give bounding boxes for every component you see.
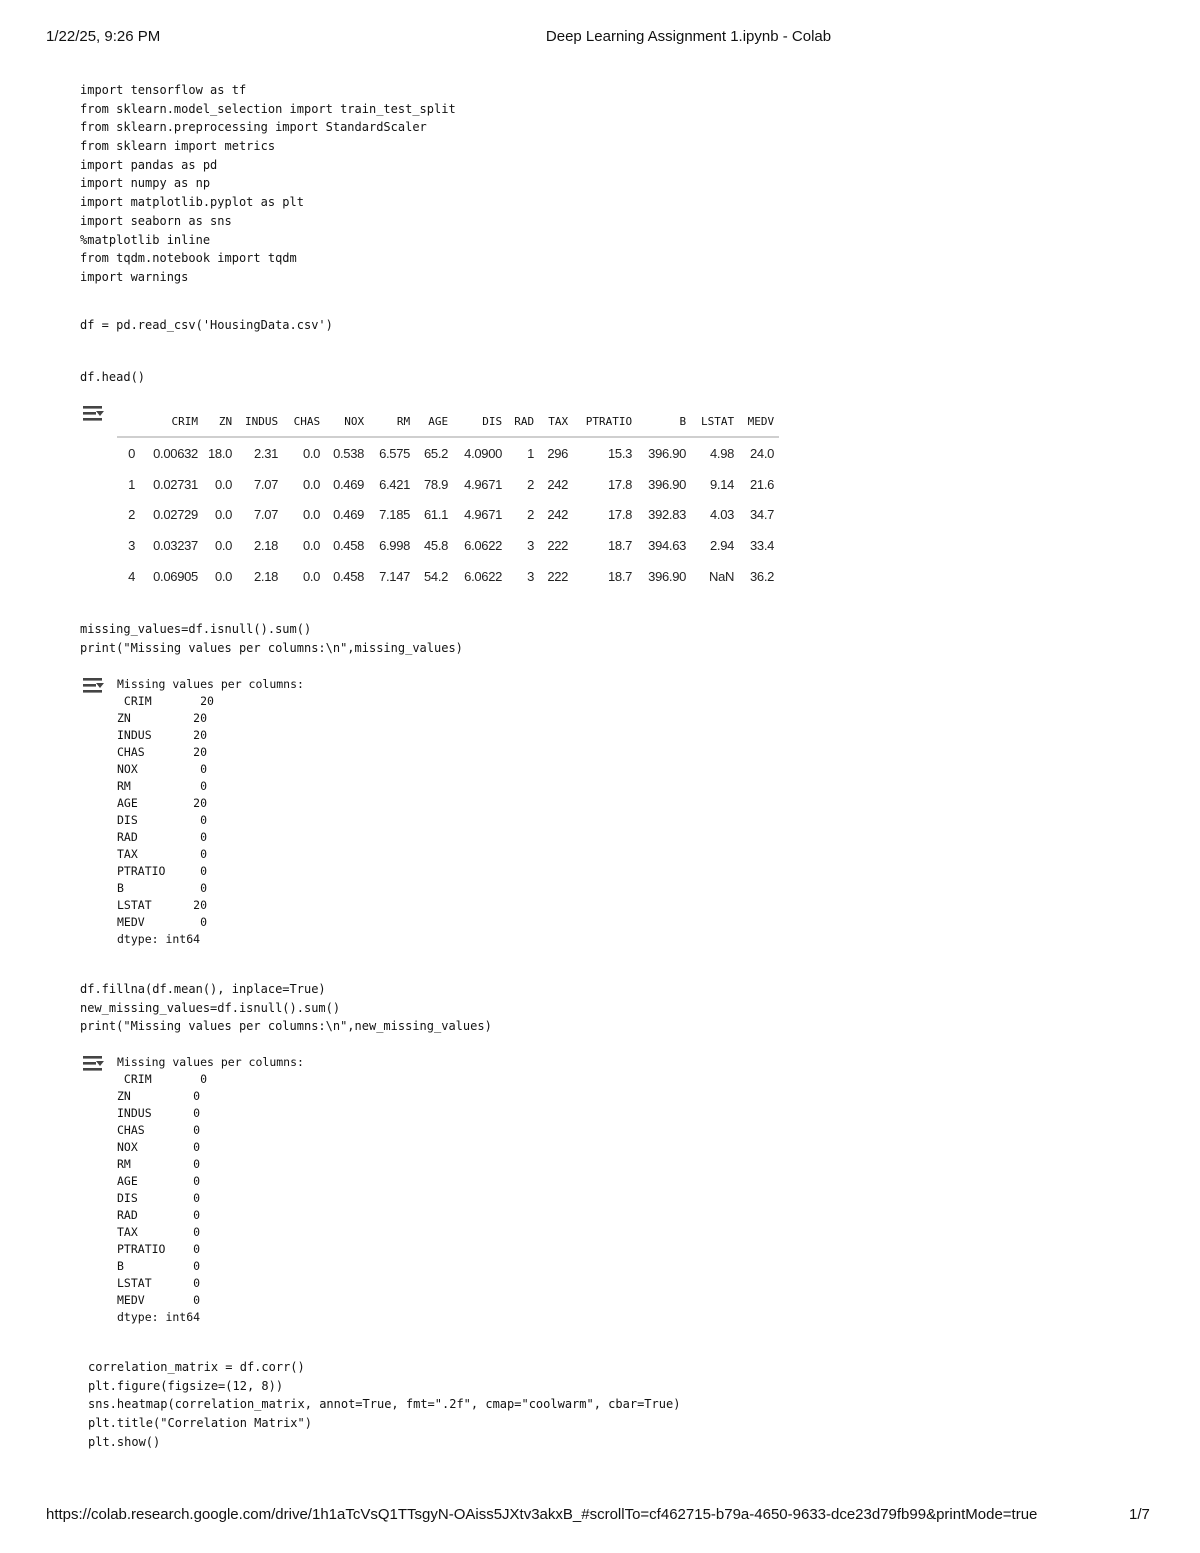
table-cell: 24.0 (750, 445, 775, 461)
code-line: df.head() (80, 370, 146, 384)
table-cell: 4.98 (710, 445, 735, 461)
table-cell: 222 (547, 537, 569, 553)
table-cell: 0.03237 (153, 537, 198, 553)
table-cell: 18.7 (608, 568, 633, 584)
code-line: df = pd.read_csv('HousingData.csv') (80, 318, 333, 332)
table-cell: 0.0 (302, 537, 321, 553)
column-header: B (637, 408, 691, 437)
table-cell: 396.90 (648, 476, 687, 492)
row-index: 2 (128, 507, 135, 523)
column-header: MEDV (739, 408, 779, 437)
code-line: import matplotlib.pyplot as plt (80, 195, 304, 210)
code-cell-imports[interactable] (80, 81, 456, 287)
output-line: RM 0 (117, 779, 208, 793)
output-line: CHAS 0 (117, 1123, 201, 1137)
output-line: AGE 0 (117, 1174, 201, 1188)
table-cell: 2 (527, 507, 535, 523)
table-cell: 0.02729 (153, 507, 198, 523)
output-line: TAX 0 (117, 847, 208, 861)
code-line: from sklearn import metrics (80, 139, 276, 154)
code-line: %matplotlib inline (80, 232, 211, 247)
table-cell: 61.1 (424, 507, 449, 523)
table-cell: 0.0 (302, 476, 321, 492)
column-header: RAD (507, 408, 539, 437)
code-line: df.fillna(df.mean(), inplace=True) (80, 982, 326, 996)
output-line: NOX 0 (117, 1140, 201, 1154)
output-toggle-icon[interactable] (82, 1054, 106, 1074)
output-line: B 0 (117, 1259, 201, 1273)
column-header: RM (369, 408, 415, 437)
output-line: Missing values per columns: (117, 1055, 304, 1069)
table-cell: 18.0 (208, 445, 233, 461)
dataframe-head-table (117, 408, 779, 591)
output-line: MEDV 0 (117, 1293, 201, 1307)
code-line: from tqdm.notebook import tqdm (80, 251, 297, 266)
table-cell: 0.0 (214, 507, 233, 523)
table-cell: 0.538 (333, 445, 365, 461)
table-cell: 0.02731 (153, 476, 198, 492)
table-cell: 2 (527, 476, 535, 492)
table-cell: 54.2 (424, 568, 449, 584)
table-cell: 4.0900 (464, 445, 503, 461)
code-line: plt.show() (88, 1434, 161, 1449)
table-cell: 6.0622 (464, 568, 503, 584)
table-cell: 3 (527, 537, 535, 553)
table-cell: 33.4 (750, 537, 775, 553)
table-cell: 65.2 (424, 445, 449, 461)
print-footer (0, 1506, 1200, 1528)
table-cell: 0.06905 (153, 568, 198, 584)
column-header: DIS (453, 408, 507, 437)
output-line: DIS 0 (117, 813, 208, 827)
table-cell: 17.8 (608, 476, 633, 492)
code-cell-correlation[interactable] (88, 1358, 680, 1451)
table-cell: 2.18 (254, 568, 279, 584)
output-toggle-icon[interactable] (82, 404, 106, 424)
code-line: correlation_matrix = df.corr() (88, 1360, 305, 1374)
row-index: 4 (128, 568, 135, 584)
code-line: plt.figure(figsize=(12, 8)) (88, 1378, 284, 1393)
output-line: TAX 0 (117, 1225, 201, 1239)
table-cell: 2.94 (710, 537, 735, 553)
table-cell: 15.3 (608, 445, 633, 461)
output-line: RAD 0 (117, 1208, 201, 1222)
column-header: NOX (325, 408, 369, 437)
output-line: ZN 0 (117, 1089, 201, 1103)
output-line: dtype: int64 (117, 932, 201, 946)
column-header: CHAS (283, 408, 325, 437)
code-line: import pandas as pd (80, 157, 218, 172)
code-line: new_missing_values=df.isnull().sum() (80, 1000, 341, 1015)
output-line: LSTAT 20 (117, 898, 208, 912)
output-line: RAD 0 (117, 830, 208, 844)
column-header: TAX (539, 408, 573, 437)
row-index: 3 (128, 537, 135, 553)
output-line: LSTAT 0 (117, 1276, 201, 1290)
table-cell: 18.7 (608, 537, 633, 553)
output-line: MEDV 0 (117, 915, 208, 929)
table-cell: 0.469 (333, 476, 365, 492)
row-index: 1 (128, 476, 135, 492)
table-cell: 1 (527, 445, 535, 461)
table-cell: 0.0 (302, 568, 321, 584)
table-cell: 2.18 (254, 537, 279, 553)
code-line: sns.heatmap(correlation_matrix, annot=True, fmt=".2f", cmap="coolwarm", cbar=True) (88, 1397, 681, 1412)
table-cell: 21.6 (750, 476, 775, 492)
table-cell: 0.00632 (153, 445, 198, 461)
code-line: missing_values=df.isnull().sum() (80, 622, 312, 636)
table-cell: 6.0622 (464, 537, 503, 553)
column-header: ZN (203, 408, 237, 437)
table-cell: 0.469 (333, 507, 365, 523)
table-cell: 17.8 (608, 507, 633, 523)
code-line: from sklearn.preprocessing import StandardScaler (80, 120, 427, 135)
column-header: CRIM (141, 408, 203, 437)
table-cell: 9.14 (710, 476, 735, 492)
table-row (117, 469, 779, 500)
table-cell: 7.07 (254, 476, 279, 492)
output-line: PTRATIO 0 (117, 864, 208, 878)
code-cell-fillna[interactable] (80, 980, 492, 1036)
table-cell: 242 (547, 507, 569, 523)
code-line: print("Missing values per columns:\n",missing_values) (80, 640, 463, 655)
table-cell: 4.03 (710, 507, 735, 523)
column-header: AGE (415, 408, 453, 437)
table-cell: 3 (527, 568, 535, 584)
table-cell: 242 (547, 476, 569, 492)
code-line: plt.title("Correlation Matrix") (88, 1416, 312, 1431)
table-cell: 0.0 (214, 568, 233, 584)
table-cell: 394.63 (648, 537, 687, 553)
table-cell: 6.421 (379, 476, 411, 492)
table-cell: 34.7 (750, 507, 775, 523)
print-url: https://colab.research.google.com/drive/1h1aTcVsQ1TTsgyN-OAiss5JXtv3akxB_#scrollTo=cf462715-b79a-4650-9633-dce23d79fb99&printMode=true (46, 1506, 1038, 1523)
table-cell: 2.31 (254, 445, 279, 461)
code-line: import warnings (80, 269, 189, 284)
code-line: from sklearn.model_selection import train_test_split (80, 101, 456, 116)
column-header: INDUS (237, 408, 283, 437)
code-cell-missing-values[interactable] (80, 620, 463, 657)
output-line: CHAS 20 (117, 745, 208, 759)
output-line: INDUS 20 (117, 728, 208, 742)
output-line: NOX 0 (117, 762, 208, 776)
output-line: ZN 20 (117, 711, 208, 725)
code-line: import seaborn as sns (80, 213, 232, 228)
output-line: B 0 (117, 881, 208, 895)
code-cell-read-csv[interactable] (80, 316, 333, 335)
table-cell: 0.0 (214, 537, 233, 553)
table-header-row (117, 408, 779, 437)
output-line: RM 0 (117, 1157, 201, 1171)
table-cell: 396.90 (648, 445, 687, 461)
output-line: Missing values per columns: (117, 677, 304, 691)
table-cell: 0.458 (333, 568, 365, 584)
table-cell: 7.147 (379, 568, 411, 584)
table-cell: 4.9671 (464, 507, 503, 523)
table-cell: 7.07 (254, 507, 279, 523)
code-line: import tensorflow as tf (80, 83, 247, 97)
table-cell: 78.9 (424, 476, 449, 492)
output-missing-values-after (117, 1054, 304, 1326)
column-header (117, 408, 141, 437)
output-line: dtype: int64 (117, 1310, 201, 1324)
output-line: AGE 20 (117, 796, 208, 810)
table-row (117, 530, 779, 561)
table-cell: 7.185 (379, 507, 411, 523)
table-row (117, 499, 779, 530)
table-cell: 0.458 (333, 537, 365, 553)
output-line: INDUS 0 (117, 1106, 201, 1120)
column-header: LSTAT (691, 408, 739, 437)
table-cell: 45.8 (424, 537, 449, 553)
table-row (117, 561, 779, 592)
table-cell: NaN (709, 568, 735, 584)
output-line: DIS 0 (117, 1191, 201, 1205)
table-cell: 0.0 (302, 445, 321, 461)
table-cell: 222 (547, 568, 569, 584)
output-line: CRIM 0 (117, 1072, 208, 1086)
print-datetime: 1/22/25, 9:26 PM (46, 28, 161, 45)
output-toggle-icon[interactable] (82, 676, 106, 696)
table-cell: 0.0 (302, 507, 321, 523)
table-cell: 6.998 (379, 537, 411, 553)
table-cell: 0.0 (214, 476, 233, 492)
table-cell: 36.2 (750, 568, 775, 584)
table-cell: 6.575 (379, 445, 411, 461)
print-title: Deep Learning Assignment 1.ipynb - Colab (545, 28, 832, 45)
page-number: 1/7 (1129, 1506, 1150, 1523)
code-line: import numpy as np (80, 176, 211, 191)
column-header: PTRATIO (573, 408, 637, 437)
output-missing-values (117, 676, 304, 948)
print-header (0, 28, 1200, 50)
output-line: CRIM 20 (117, 694, 214, 708)
row-index: 0 (128, 445, 135, 461)
table-cell: 296 (547, 445, 569, 461)
output-line: PTRATIO 0 (117, 1242, 201, 1256)
code-line: print("Missing values per columns:\n",new_missing_values) (80, 1019, 492, 1034)
code-cell-head[interactable] (80, 368, 145, 387)
table-cell: 392.83 (648, 507, 687, 523)
table-cell: 4.9671 (464, 476, 503, 492)
table-cell: 396.90 (648, 568, 687, 584)
table-row (117, 437, 779, 469)
